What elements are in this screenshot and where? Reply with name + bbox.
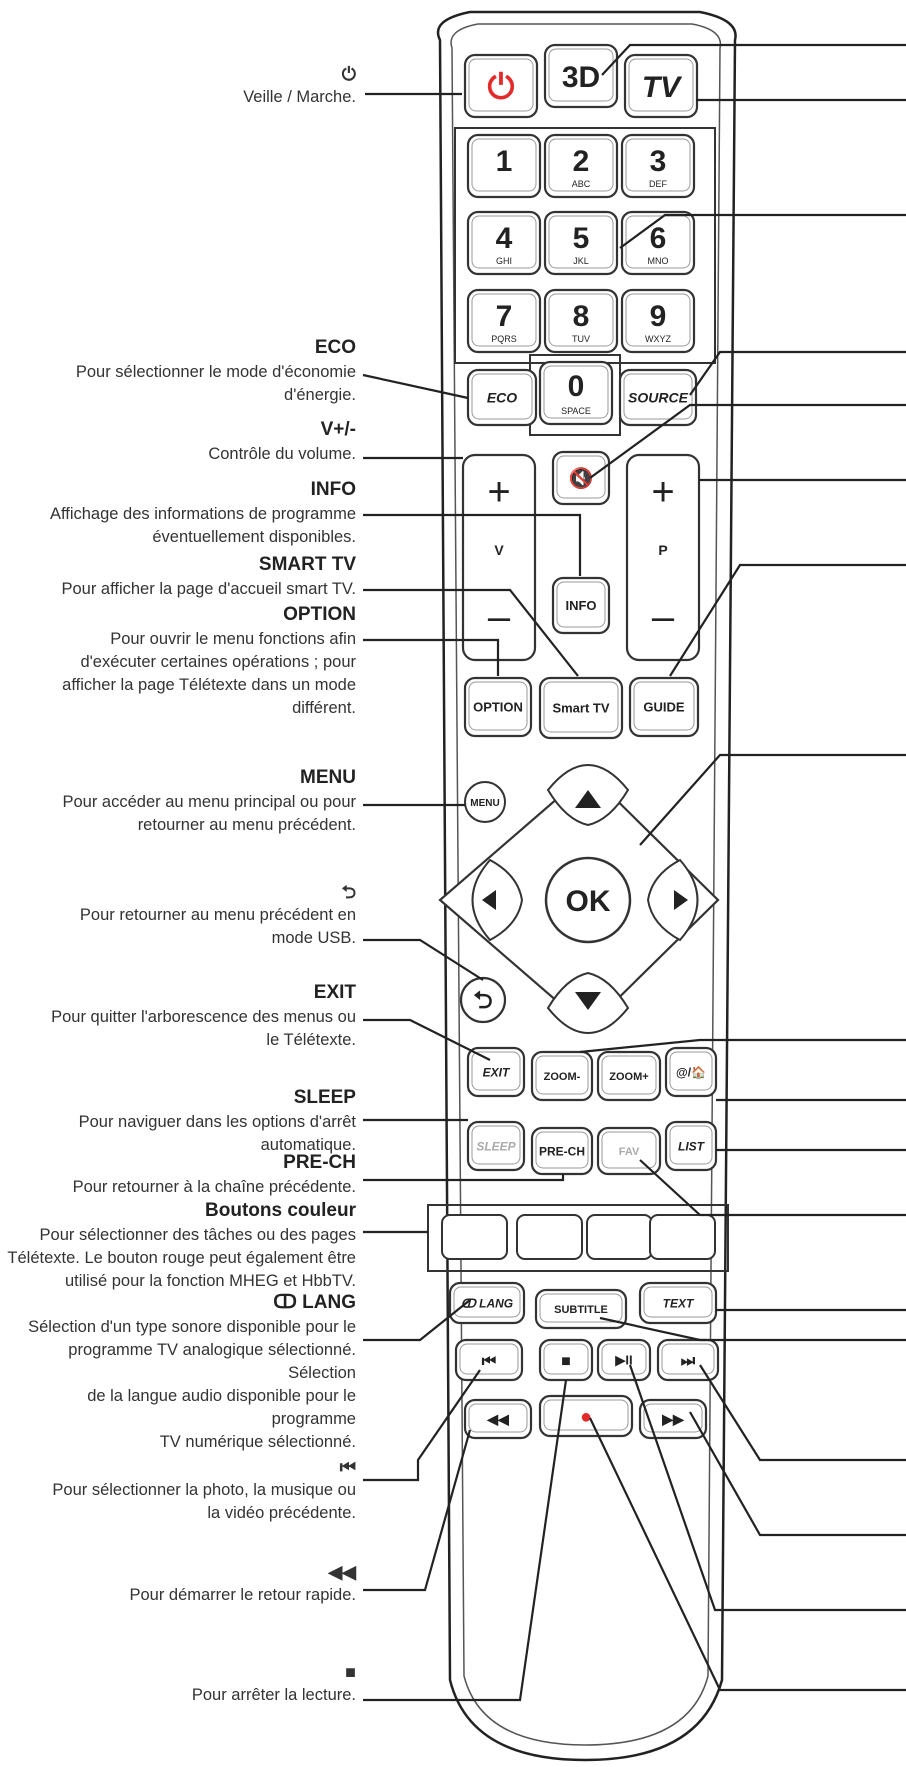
desc-prev [52, 1455, 356, 1525]
tv-button[interactable] [625, 55, 697, 117]
previous-button[interactable] [456, 1340, 522, 1380]
menu-label: MENU [470, 798, 500, 809]
red-color-button[interactable] [442, 1215, 507, 1259]
desc-menu-text: Pour accéder au menu principal ou pour retourner au menu précédent. [62, 793, 356, 834]
stop-button-label: ■ [561, 1352, 571, 1370]
desc-colors [7, 1198, 356, 1293]
desc-option-title: OPTION [283, 604, 356, 625]
desc-eco [76, 335, 356, 407]
digit-5-button[interactable] [545, 212, 617, 274]
fast-forward-button-label: ▶▶ [662, 1411, 684, 1428]
digit-5-sub: JKL [573, 256, 589, 266]
desc-option [62, 602, 356, 720]
digit-2-button[interactable] [545, 135, 617, 197]
desc-exit [51, 980, 356, 1052]
desc-lang [0, 1290, 356, 1454]
digit-7-label: 7 [495, 300, 513, 333]
digit-4-sub: GHI [495, 256, 513, 266]
digit-1-label: 1 [495, 145, 513, 178]
digit-6-label: 6 [649, 222, 667, 255]
exit-button[interactable] [468, 1048, 524, 1096]
desc-prev-symbol: ⏮ [339, 1457, 356, 1477]
digit-4-button[interactable] [468, 212, 540, 274]
digit-2-sub: ABC [571, 179, 591, 189]
desc-exit-text: Pour quitter l'arborescence des menus ou le Télétexte. [51, 1008, 356, 1049]
pre-ch-button-label: PRE-CH [538, 1144, 586, 1159]
volume-minus-label: – [487, 595, 511, 639]
volume-label: V [494, 542, 504, 558]
program-minus-label: – [651, 595, 675, 639]
info-button[interactable] [553, 578, 609, 633]
record-button-label: ● [579, 1406, 593, 1429]
eco-button-label: ECO [486, 389, 518, 406]
volume-plus-label: + [487, 470, 511, 514]
previous-button-label: ⏮ [481, 1352, 497, 1370]
lang-button[interactable] [450, 1283, 524, 1323]
desc-prech [73, 1150, 356, 1199]
3d-button[interactable] [545, 45, 617, 107]
zoom-minus-button[interactable] [532, 1052, 592, 1100]
yellow-color-button[interactable] [587, 1215, 652, 1259]
desc-exit-title: EXIT [313, 982, 356, 1003]
desc-volume [208, 417, 356, 466]
digit-9-label: 9 [649, 300, 667, 333]
desc-prech-text: Pour retourner à la chaîne précédente. [72, 1178, 356, 1196]
list-button[interactable] [666, 1122, 716, 1170]
digit-3-button[interactable] [622, 135, 694, 197]
desc-menu [62, 765, 356, 837]
tv-button-label: TV [641, 70, 681, 104]
digit-8-label: 8 [572, 300, 590, 333]
digit-0-sub: SPACE [561, 406, 591, 416]
digit-5-label: 5 [572, 222, 590, 255]
rewind-button[interactable] [465, 1400, 531, 1438]
eco-button[interactable] [468, 370, 536, 425]
subtitle-button-label: SUBTITLE [554, 1303, 608, 1316]
guide-button[interactable] [630, 678, 698, 736]
smart-tv-button[interactable] [540, 678, 622, 738]
remote-control [428, 12, 736, 1760]
desc-back-symbol: ⮌ [341, 882, 356, 902]
smart-tv-button-label: Smart TV [552, 700, 610, 716]
digit-4-label: 4 [495, 222, 513, 255]
zoom-plus-button[interactable] [598, 1052, 660, 1100]
fav-button-label: FAV [618, 1145, 640, 1158]
blue-color-button[interactable] [650, 1215, 715, 1259]
desc-volume-title: V+/- [320, 419, 356, 440]
desc-eco-text: Pour sélectionner le mode d'économie d'énergie. [75, 363, 356, 404]
digit-9-button[interactable] [622, 290, 694, 352]
desc-volume-text: Contrôle du volume. [208, 445, 356, 463]
list-button-label: LIST [678, 1139, 704, 1154]
option-button-label: OPTION [473, 699, 523, 715]
program-label: P [658, 542, 668, 558]
text-button[interactable] [640, 1283, 716, 1323]
desc-back [80, 880, 356, 950]
rewind-button-label: ◀◀ [487, 1411, 509, 1428]
home-button-label: @/🏠 [676, 1065, 706, 1080]
home-button[interactable] [666, 1048, 716, 1096]
3d-button-label: 3D [561, 60, 601, 94]
desc-sleep [79, 1085, 356, 1157]
desc-sleep-text: Pour naviguer dans les options d'arrêt automatique. [78, 1113, 356, 1154]
digit-0-button[interactable] [540, 362, 612, 424]
next-button-label: ⏭ [680, 1352, 696, 1370]
zoom-minus-button-label: ZOOM- [543, 1070, 581, 1083]
program-plus-label: + [651, 470, 675, 514]
info-button-label: INFO [565, 598, 597, 614]
desc-lang-text: Sélection d'un type sonore disponible pour le programme TV analogique sélectionné. Sélection de la langue audio disponible pour le programme TV numérique sélectionné. [28, 1318, 356, 1451]
fast-forward-button[interactable] [640, 1400, 706, 1438]
desc-smarttv-title: SMART TV [258, 554, 356, 575]
digit-8-button[interactable] [545, 290, 617, 352]
desc-smarttv [61, 552, 356, 601]
desc-eco-title: ECO [314, 337, 356, 358]
desc-info-text: Affichage des informations de programme éventuellement disponibles. [49, 505, 356, 546]
digit-8-sub: TUV [572, 334, 590, 344]
next-button[interactable] [658, 1340, 718, 1380]
stop-button[interactable] [540, 1340, 592, 1380]
desc-menu-title: MENU [300, 767, 356, 788]
digit-7-button[interactable] [468, 290, 540, 352]
record-button[interactable] [540, 1396, 632, 1436]
desc-stop-symbol: ■ [345, 1662, 356, 1682]
guide-button-label: GUIDE [643, 699, 685, 715]
digit-7-sub: PQRS [491, 334, 517, 344]
desc-info-title: INFO [310, 479, 356, 500]
digit-9-sub: WXYZ [645, 334, 671, 344]
source-button[interactable] [620, 370, 696, 425]
digit-6-sub: MNO [647, 256, 669, 266]
zoom-plus-button-label: ZOOM+ [609, 1070, 649, 1083]
power-button[interactable] [465, 55, 537, 117]
desc-stop [192, 1660, 356, 1707]
desc-rew-symbol: ◀◀ [328, 1562, 356, 1582]
mute-button[interactable] [553, 452, 609, 504]
desc-back-text: Pour retourner au menu précédent en mode USB. [79, 906, 356, 947]
play-pause-button[interactable] [598, 1340, 650, 1380]
desc-lang-title: ↀ LANG [273, 1292, 356, 1313]
desc-sleep-title: SLEEP [293, 1087, 356, 1108]
desc-rew-text: Pour démarrer le retour rapide. [129, 1586, 356, 1604]
exit-button-label: EXIT [482, 1065, 510, 1080]
desc-smarttv-text: Pour afficher la page d'accueil smart TV. [61, 580, 356, 598]
digit-3-label: 3 [649, 145, 667, 178]
desc-stop-text: Pour arrêter la lecture. [191, 1686, 356, 1704]
back-icon: ⮌ [473, 987, 493, 1014]
mute-button-label: 🔇 [568, 468, 594, 491]
desc-power-symbol: ⏻ [341, 64, 356, 84]
desc-colors-text: Pour sélectionner des tâches ou des pages Télétexte. Le bouton rouge peut également être utilisé pour la fonction MHEG et HbbTV. [7, 1226, 356, 1290]
lang-button-label: ↀ LANG [460, 1296, 514, 1311]
desc-prech-title: PRE-CH [283, 1152, 356, 1173]
power-button-label: ⏻ [487, 68, 515, 107]
desc-rew [129, 1560, 356, 1607]
desc-option-text: Pour ouvrir le menu fonctions afin d'exécuter certaines opérations ; pour afficher la page Télétexte dans un mode différent. [62, 630, 356, 717]
digit-3-sub: DEF [649, 179, 667, 189]
sleep-button[interactable] [468, 1122, 524, 1170]
sleep-button-label: SLEEP [476, 1139, 516, 1154]
ok-label: OK [565, 885, 611, 918]
digit-1-button[interactable] [468, 135, 540, 197]
desc-power [243, 62, 356, 109]
digit-2-label: 2 [572, 145, 590, 178]
subtitle-button[interactable] [536, 1290, 626, 1328]
desc-prev-text: Pour sélectionner la photo, la musique ou la vidéo précédente. [52, 1481, 356, 1522]
option-button[interactable] [465, 678, 531, 736]
desc-info [50, 477, 356, 549]
leader-next [700, 1365, 906, 1460]
desc-colors-title: Boutons couleur [205, 1200, 356, 1221]
fav-button[interactable] [598, 1128, 660, 1174]
green-color-button[interactable] [517, 1215, 582, 1259]
source-button-label: SOURCE [628, 389, 688, 406]
text-button-label: TEXT [662, 1296, 694, 1311]
desc-power-text: Veille / Marche. [243, 88, 356, 106]
pre-ch-button[interactable] [532, 1128, 592, 1174]
play-pause-button-label: ▶II [615, 1352, 633, 1368]
digit-0-label: 0 [567, 370, 585, 403]
